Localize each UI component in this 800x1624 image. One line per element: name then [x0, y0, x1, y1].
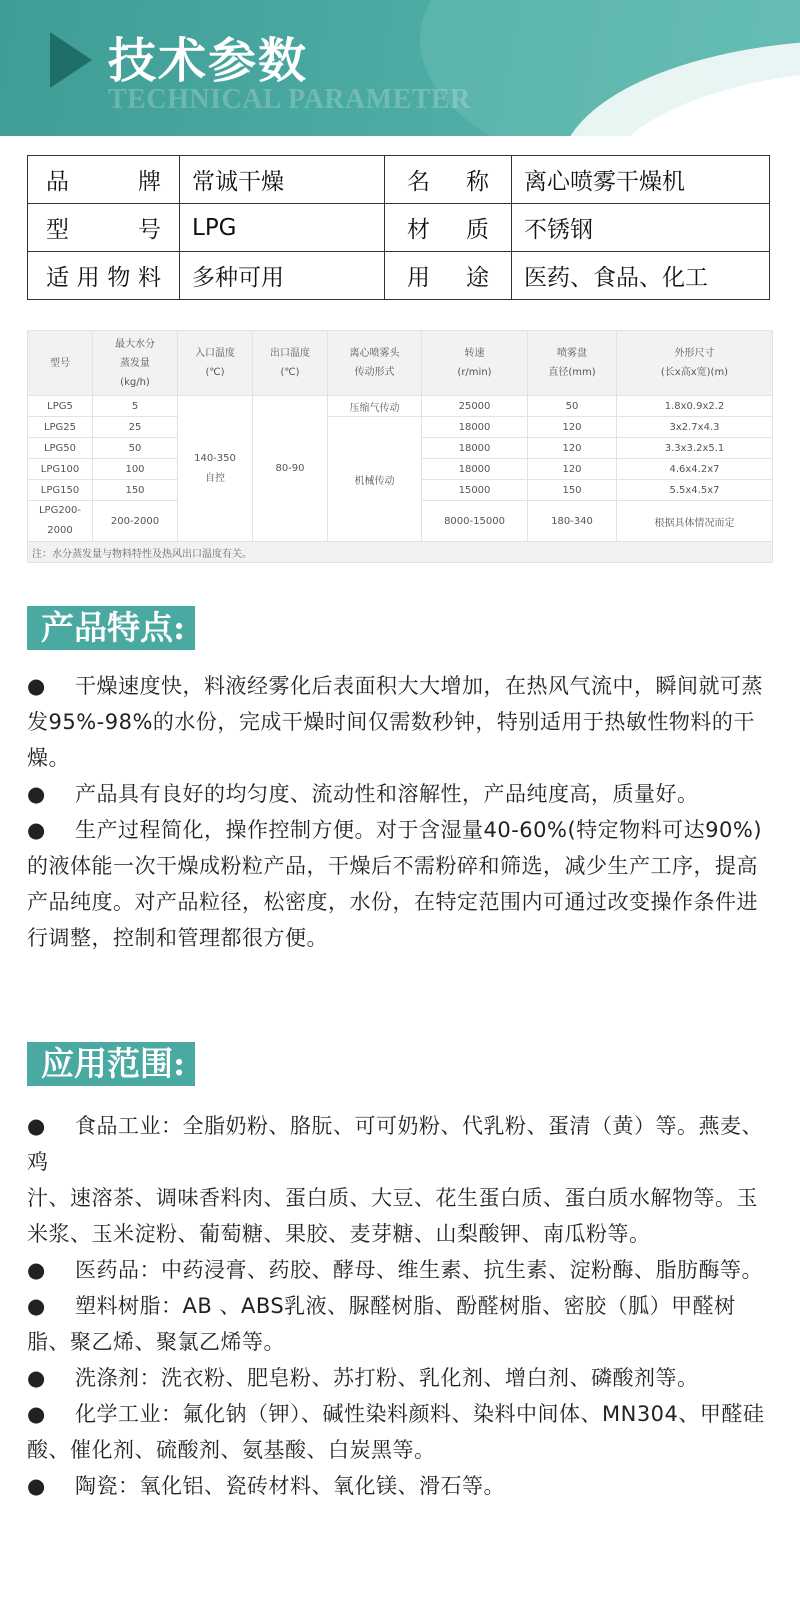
cell-disc: 120: [528, 417, 617, 438]
list-item: [27, 1396, 775, 1468]
list-item: [27, 668, 775, 776]
list-item: [27, 1360, 775, 1396]
cell-disc: 180-340: [528, 501, 617, 542]
cell-model: LPG5: [28, 396, 93, 417]
bullet-icon: ●: [27, 1402, 46, 1426]
column-header: 外形尺寸 (长x高x宽)(m): [617, 331, 773, 396]
cell-drive: 机械传动: [328, 417, 422, 542]
page-title: 技术参数: [108, 33, 309, 89]
list-item: [27, 1288, 775, 1360]
table-header-row: [28, 331, 773, 396]
cell-speed: 15000: [422, 480, 528, 501]
bullet-icon: ●: [27, 674, 46, 698]
bullet-icon: ●: [27, 1258, 46, 1282]
cell-speed: 18000: [422, 417, 528, 438]
list-item-text: 干燥速度快，料液经雾化后表面积大大增加，在热风气流中，瞬间就可蒸发95%-98%的水份，完成干燥时间仅需数秒钟，特别适用于热敏性物料的干燥。: [27, 674, 763, 770]
applications-heading: 应用范围:: [27, 1042, 195, 1086]
list-item: [27, 1108, 775, 1180]
spec-value: 常诚干燥: [180, 156, 385, 204]
bullet-icon: ●: [27, 1114, 46, 1138]
spec-value: 不锈钢: [512, 204, 770, 252]
cell-evaporation: 25: [93, 417, 178, 438]
cell-drive: 压缩气传动: [328, 396, 422, 417]
spec-table: [27, 155, 770, 300]
list-item-text: 食品工业：全脂奶粉、胳朊、可可奶粉、代乳粉、蛋清（黄）等。燕麦、鸡: [27, 1114, 763, 1174]
cell-outlet-temp: 80-90: [253, 396, 328, 542]
cell-size: 3x2.7x4.3: [617, 417, 773, 438]
column-header: 型号: [28, 331, 93, 396]
column-header: 转速 (r/min): [422, 331, 528, 396]
list-item-text: 汁、速溶茶、调味香料肉、蛋白质、大豆、花生蛋白质、蛋白质水解物等。玉米浆、玉米淀粉、葡萄糖、果胶、麦芽糖、山梨酸钾、南瓜粉等。: [27, 1186, 758, 1246]
cell-size: 4.6x4.2x7: [617, 459, 773, 480]
spec-value: 离心喷雾干燥机: [512, 156, 770, 204]
applications-list: [27, 1108, 775, 1504]
spec-label: 材 质: [385, 204, 512, 252]
spec-label: 用 途: [385, 252, 512, 300]
cell-disc: 150: [528, 480, 617, 501]
bullet-icon: ●: [27, 1474, 46, 1498]
header-banner: [0, 0, 800, 136]
cell-evaporation: 200-2000: [93, 501, 178, 542]
cell-speed: 25000: [422, 396, 528, 417]
cell-evaporation: 5: [93, 396, 178, 417]
column-header: 喷雾盘 直径(mm): [528, 331, 617, 396]
cell-size: 1.8x0.9x2.2: [617, 396, 773, 417]
table-row: [28, 252, 770, 300]
cell-size: 根据具体情况而定: [617, 501, 773, 542]
list-item: [27, 776, 775, 812]
bullet-icon: ●: [27, 782, 46, 806]
list-item-text: 陶瓷：氧化铝、瓷砖材料、氧化镁、滑石等。: [75, 1474, 505, 1498]
cell-model: LPG200- 2000: [28, 501, 93, 542]
spec-label: 名 称: [385, 156, 512, 204]
cell-inlet-temp: 140-350 自控: [178, 396, 253, 542]
cell-disc: 120: [528, 459, 617, 480]
cell-speed: 8000-15000: [422, 501, 528, 542]
cell-evaporation: 100: [93, 459, 178, 480]
cell-size: 3.3x3.2x5.1: [617, 438, 773, 459]
list-item-text: 塑料树脂：AB 、ABS乳液、脲醛树脂、酚醛树脂、密胶（胍）甲醛树脂、聚乙烯、聚氯乙烯等。: [27, 1294, 736, 1354]
features-list: [27, 668, 775, 956]
table-row: [28, 156, 770, 204]
cell-disc: 120: [528, 438, 617, 459]
parameter-table: [27, 330, 773, 563]
cell-speed: 18000: [422, 438, 528, 459]
list-item-text: 产品具有良好的均匀度、流动性和溶解性，产品纯度高，质量好。: [75, 782, 699, 806]
cell-model: LPG150: [28, 480, 93, 501]
list-item: [27, 812, 775, 956]
bullet-icon: ●: [27, 818, 46, 842]
features-heading: 产品特点:: [27, 606, 195, 650]
cell-model: LPG100: [28, 459, 93, 480]
list-item-text: 洗涤剂：洗衣粉、肥皂粉、苏打粉、乳化剂、增白剂、磷酸剂等。: [75, 1366, 699, 1390]
cell-size: 5.5x4.5x7: [617, 480, 773, 501]
column-header: 出口温度 (℃): [253, 331, 328, 396]
list-item: [27, 1252, 775, 1288]
spec-label: 适用物料: [28, 252, 180, 300]
spec-value: LPG: [180, 204, 385, 252]
list-item-text: 医药品：中药浸膏、药胶、酵母、维生素、抗生素、淀粉酶、脂肪酶等。: [75, 1258, 763, 1282]
bullet-icon: ●: [27, 1294, 46, 1318]
play-arrow-icon: [50, 32, 92, 88]
spec-label: 品 牌: [28, 156, 180, 204]
spec-value: 医药、食品、化工: [512, 252, 770, 300]
column-header: 最大水分 蒸发量 (kg/h): [93, 331, 178, 396]
list-item-text: 生产过程简化，操作控制方便。对于含湿量40-60%(特定物料可达90%)的液体能一次干燥成粉粒产品，干燥后不需粉碎和筛选，减少生产工序，提高产品纯度。对产品粒径，松密度，水份，在特定范围内可通过改变操作条件进行调整，控制和管理都很方便。: [27, 818, 763, 950]
table-row: [28, 417, 773, 438]
page-subtitle: TECHNICAL PARAMETER: [108, 84, 471, 115]
table-row: [28, 204, 770, 252]
list-item: [27, 1180, 775, 1252]
spec-label: 型 号: [28, 204, 180, 252]
cell-evaporation: 150: [93, 480, 178, 501]
column-header: 入口温度 (℃): [178, 331, 253, 396]
cell-disc: 50: [528, 396, 617, 417]
spec-value: 多种可用: [180, 252, 385, 300]
cell-evaporation: 50: [93, 438, 178, 459]
table-row: [28, 396, 773, 417]
cell-model: LPG50: [28, 438, 93, 459]
cell-model: LPG25: [28, 417, 93, 438]
cell-speed: 18000: [422, 459, 528, 480]
table-note-row: [28, 542, 773, 563]
column-header: 离心喷雾头 传动形式: [328, 331, 422, 396]
list-item-text: 化学工业：氟化钠（钾）、碱性染料颜料、染料中间体、MN304、甲醛硅酸、催化剂、硫酸剂、氨基酸、白炭黑等。: [27, 1402, 765, 1462]
bullet-icon: ●: [27, 1366, 46, 1390]
table-note: 注：水分蒸发量与物料特性及热风出口温度有关。: [28, 542, 773, 563]
list-item: [27, 1468, 775, 1504]
